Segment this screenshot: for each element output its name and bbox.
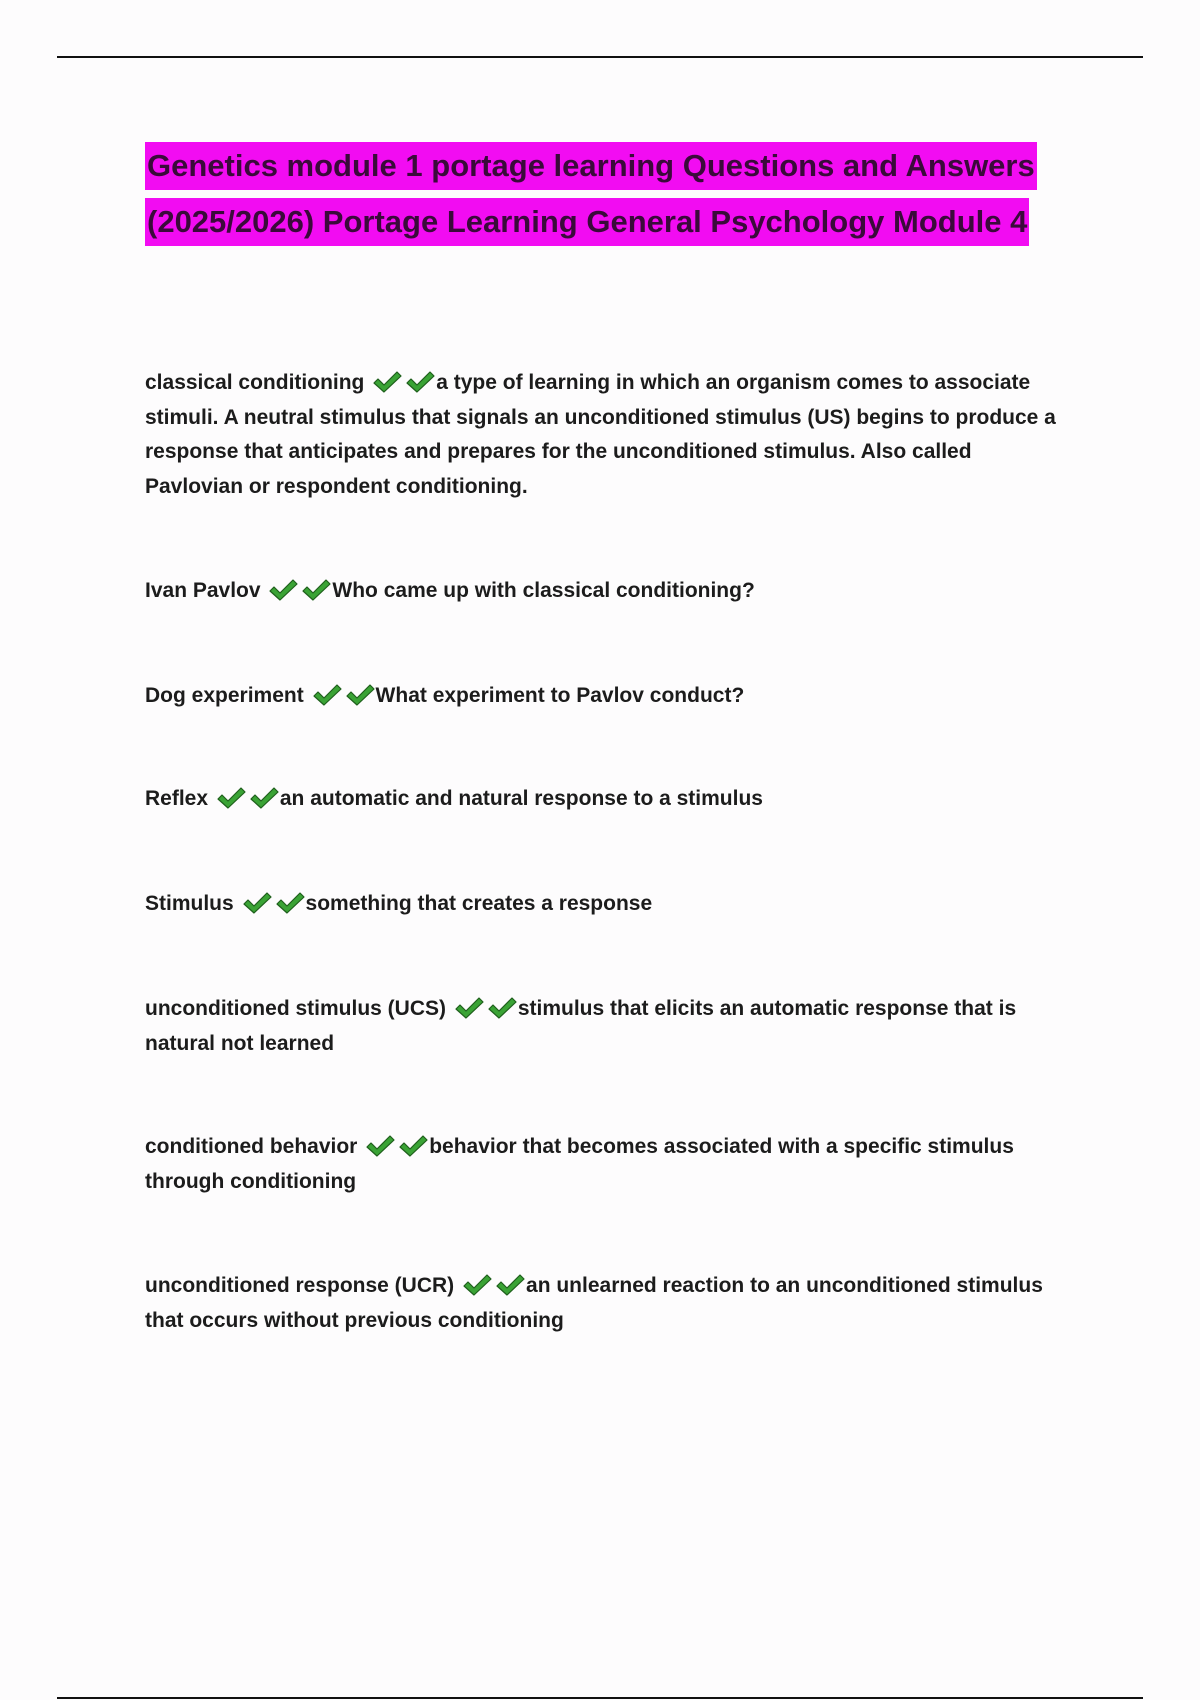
- qa-entry: [145, 887, 1075, 922]
- checkmark-icon: [275, 891, 306, 915]
- checkmark-icon: [268, 578, 299, 602]
- checkmark-icon: [372, 370, 403, 394]
- qa-entry: [145, 782, 1075, 817]
- qa-entry: [145, 679, 1075, 714]
- checkmark-icon: [487, 996, 518, 1020]
- qa-definition: What experiment to Pavlov conduct?: [375, 684, 745, 707]
- checkmark-icon: [312, 683, 343, 707]
- title-line-1: Genetics module 1 portage learning Questions and Answers: [145, 142, 1037, 190]
- qa-term: unconditioned response (UCR): [145, 1274, 455, 1297]
- qa-entry: [145, 366, 1075, 504]
- qa-definition: Who came up with classical conditioning?: [332, 579, 755, 602]
- qa-definition: stimulus that elicits an automatic response that is natural not learned: [145, 997, 1017, 1055]
- checkmark-icon: [365, 1134, 396, 1158]
- qa-term: Reflex: [145, 787, 209, 810]
- checkmark-icon: [242, 891, 273, 915]
- qa-entry: [145, 1130, 1075, 1199]
- checkmark-icon: [398, 1134, 429, 1158]
- title-line-2: (2025/2026) Portage Learning General Psychology Module 4: [145, 198, 1029, 246]
- qa-term: Dog experiment: [145, 684, 304, 707]
- checkmark-icon: [405, 370, 436, 394]
- page-title: [145, 140, 1125, 252]
- checkmark-icon: [495, 1273, 526, 1297]
- qa-definition: behavior that becomes associated with a specific stimulus through conditioning: [145, 1135, 1014, 1193]
- qa-definition: an unlearned reaction to an unconditioned stimulus that occurs without previous conditioning: [145, 1274, 1043, 1332]
- checkmark-icon: [462, 1273, 493, 1297]
- qa-definition: a type of learning in which an organism comes to associate stimuli. A neutral stimulus that signals an unconditioned stimulus (US) begins to produce a response that anticipates and prepares for the unconditioned stimulus. Also called Pavlovian or respondent conditioning.: [145, 371, 1056, 498]
- checkmark-icon: [301, 578, 332, 602]
- header-rule: [57, 56, 1143, 58]
- footer-rule: [57, 1697, 1143, 1699]
- qa-definition: an automatic and natural response to a stimulus: [279, 787, 763, 810]
- checkmark-icon: [216, 786, 247, 810]
- qa-term: classical conditioning: [145, 371, 365, 394]
- checkmark-icon: [249, 786, 280, 810]
- qa-entry: [145, 1269, 1075, 1338]
- qa-entry: [145, 992, 1075, 1061]
- qa-term: Ivan Pavlov: [145, 579, 261, 602]
- qa-term: unconditioned stimulus (UCS): [145, 997, 446, 1020]
- checkmark-icon: [345, 683, 376, 707]
- qa-entry: [145, 574, 1075, 609]
- checkmark-icon: [454, 996, 485, 1020]
- qa-definition: something that creates a response: [305, 892, 653, 915]
- qa-term: conditioned behavior: [145, 1135, 358, 1158]
- qa-term: Stimulus: [145, 892, 234, 915]
